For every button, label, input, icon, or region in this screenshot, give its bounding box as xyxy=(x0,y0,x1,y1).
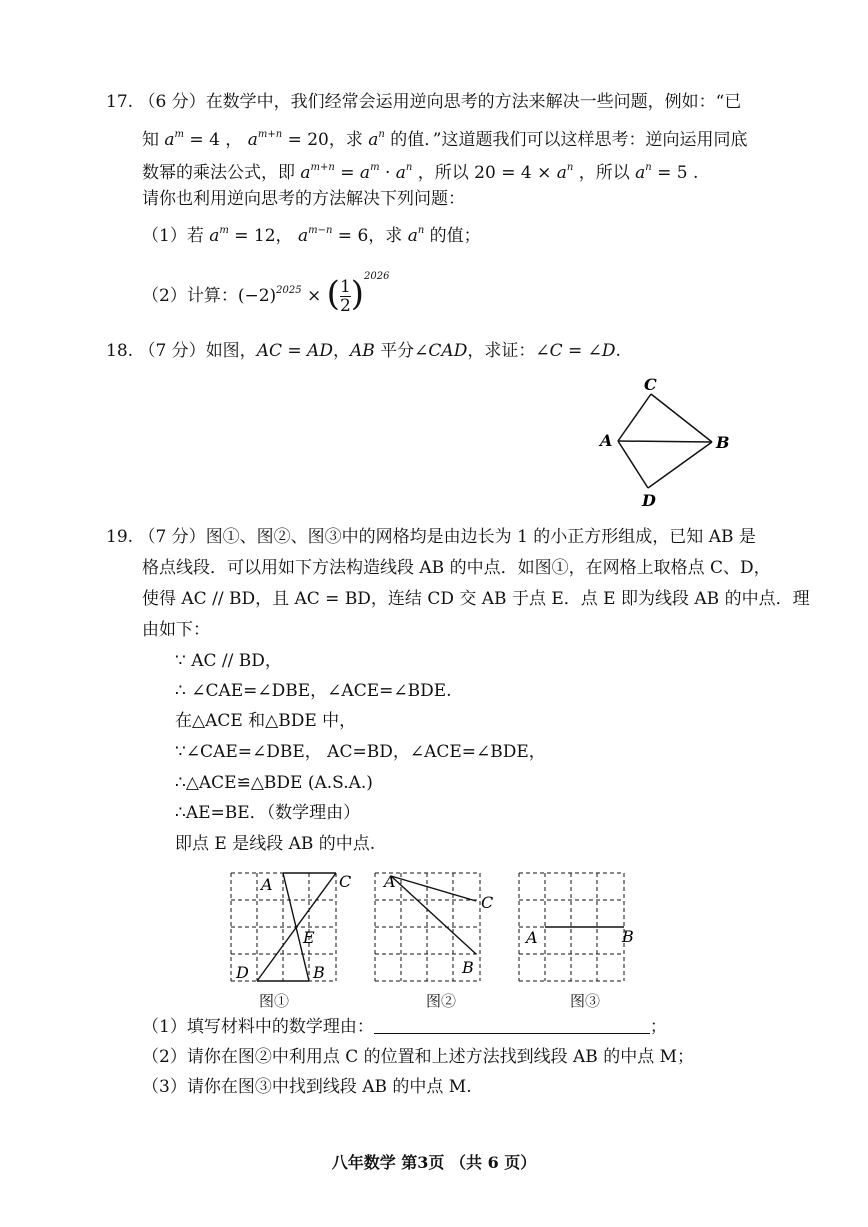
grid-figure-3 xyxy=(516,870,656,986)
fig2-label-c: C xyxy=(481,893,494,912)
q17-line4: 请你也利用逆向思考的方法解决下列问题： xyxy=(142,189,465,209)
q17-score: （6 分） xyxy=(138,92,206,112)
fig3-label-b: B xyxy=(622,927,634,946)
fig1-label-b: B xyxy=(313,963,325,982)
q19-sub2: （2）请你在图②中利用点 C 的位置和上述方法找到线段 AB 的中点 M； xyxy=(142,1047,695,1067)
fig2-label-a: A xyxy=(384,872,396,891)
fig1-label-c: C xyxy=(339,872,352,891)
q18-label-a: A xyxy=(600,431,613,450)
q19-line3: 使得 AC // BD，且 AC = BD，连结 CD 交 AB 于点 E．点 E 即为线段 AB 的中点．理 xyxy=(142,589,810,609)
q19-sub1: （1）填写材料中的数学理由： ； xyxy=(142,1017,667,1037)
grid-figure-2 xyxy=(372,870,512,986)
q17-line2: 知 $a^m = 4$ ， $a^{m+n} = 20$，求 $a^n$ 的值．”这道题我们可以这样思考：逆向运用同底 xyxy=(142,129,748,150)
q19-line1: 19. （7 分）图①、图②、图③中的网格均是由边长为 1 的小正方形组成，已知 AB 是 xyxy=(106,527,756,547)
q17-sub2: （2）计算：$(-2)^{2025}$ × ( $\frac{1}{2}$ )$^{2026}$ xyxy=(142,271,390,316)
fig2-caption: 图② xyxy=(426,992,457,1010)
q17-sub1: （1）若 $a^m = 12$， $a^{m-n} = 6$，求 $a^n$ 的值； xyxy=(142,225,481,246)
q19-line2: 格点线段．可以用如下方法构造线段 AB 的中点．如图①，在网格上取格点 C、D， xyxy=(142,558,771,578)
q19-proof1: ∵ AC // BD， xyxy=(175,651,282,671)
q17-line3: 数幂的乘法公式，即 $a^{m+n} = a^m \cdot a^n$ ，所以 $20 = 4 \times a^n$ ，所以 $a^n = 5$ . xyxy=(142,162,699,183)
page-footer: 八年数学 第3页 （共 6 页） xyxy=(331,1153,537,1172)
fig1-label-e: E xyxy=(303,928,315,947)
q19-number: 19. xyxy=(106,527,134,547)
q18-label-c: C xyxy=(644,375,657,394)
q19-sub3: （3）请你在图③中找到线段 AB 的中点 M. xyxy=(142,1077,472,1097)
fig1-label-a: A xyxy=(261,875,273,894)
fig2-label-b: B xyxy=(462,958,474,977)
fig3-label-a: A xyxy=(526,928,538,947)
q18-figure xyxy=(596,372,736,512)
q19-proof2: ∴ ∠CAE=∠DBE，∠ACE=∠BDE. xyxy=(175,681,452,701)
fig1-label-d: D xyxy=(236,963,249,982)
q19-proof5: ∴△ACE≌△BDE (A.S.A.) xyxy=(175,773,373,793)
q19-line4: 由如下： xyxy=(142,620,210,640)
fig1-caption: 图① xyxy=(259,992,290,1010)
grid-figure-1 xyxy=(228,870,368,986)
q19-proof4: ∵∠CAE=∠DBE， AC=BD，∠ACE=∠BDE， xyxy=(175,742,546,762)
q18-label-d: D xyxy=(642,491,656,510)
q17-number: 17. xyxy=(106,92,134,112)
answer-blank[interactable] xyxy=(374,1017,650,1034)
q19-proof3: 在△ACE 和△BDE 中， xyxy=(175,711,357,731)
q17-line1: 17. （6 分）在数学中，我们经常会运用逆向思考的方法来解决一些问题，例如：“已 xyxy=(106,92,742,112)
q18-number: 18. xyxy=(106,341,134,361)
q18-score: （7 分） xyxy=(138,341,206,361)
fraction-one-half: $\frac{1}{2}$ xyxy=(339,277,351,316)
q19-proof6: ∴AE=BE．（数学理由） xyxy=(175,803,361,823)
q19-proof7: 即点 E 是线段 AB 的中点. xyxy=(175,834,376,854)
fig3-caption: 图③ xyxy=(570,992,601,1010)
q18-label-b: B xyxy=(716,433,730,452)
q18-line1: 18. （7 分）如图，AC = AD，AB 平分∠CAD，求证：∠C = ∠D. xyxy=(106,341,621,361)
q19-score: （7 分） xyxy=(138,527,206,547)
